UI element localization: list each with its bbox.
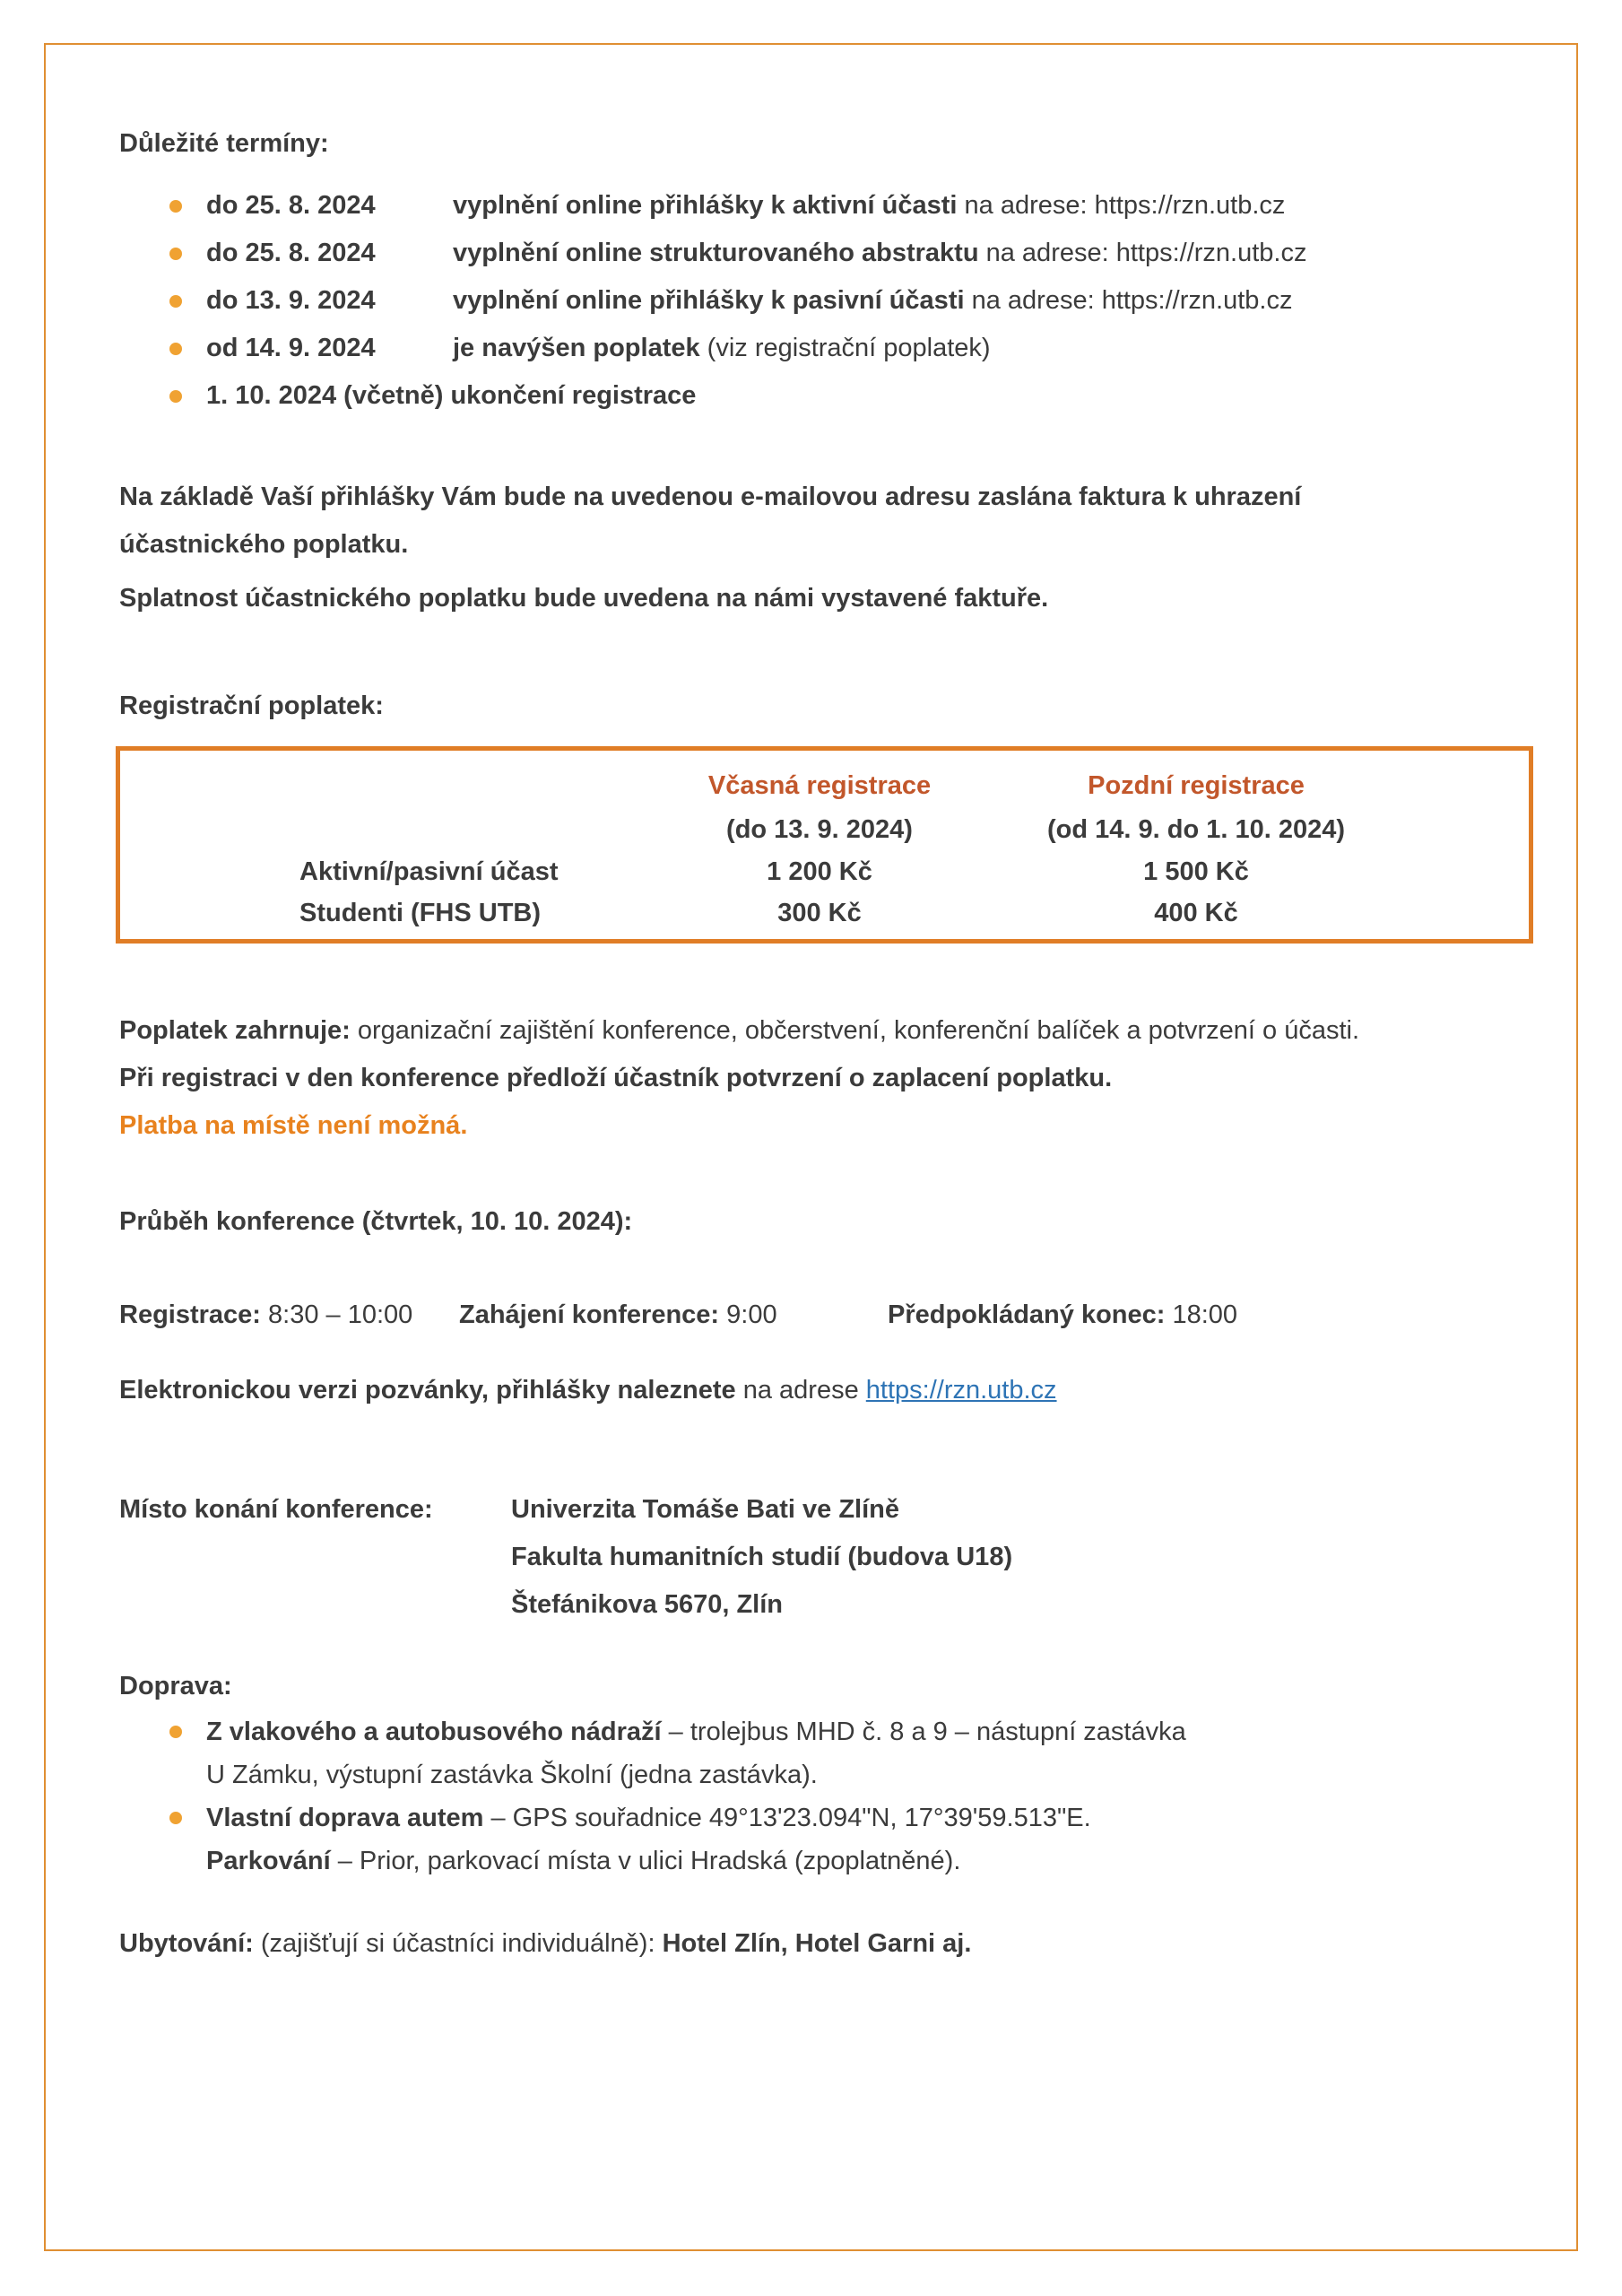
bullet-icon xyxy=(169,1812,182,1824)
transport-item-bold: Vlastní doprava autem xyxy=(206,1804,484,1832)
registration-value: 8:30 – 10:00 xyxy=(260,1300,413,1329)
spacer-cell xyxy=(1393,851,1529,892)
fee-early-price: 1 200 Kč xyxy=(767,857,872,886)
schedule-times xyxy=(119,1292,1533,1339)
transport-heading: Doprava: xyxy=(119,1672,232,1700)
list-item xyxy=(119,182,1533,230)
due-paragraph: Splatnost účastnického poplatku bude uvedena na námi vystavené faktuře. xyxy=(119,584,1049,613)
venue-label: Místo konání konference: xyxy=(119,1495,433,1524)
schedule-heading: Průběh konference (čtvrtek, 10. 10. 2024): xyxy=(119,1207,633,1236)
electronic-version-paragraph xyxy=(119,1367,1533,1414)
bullet-icon xyxy=(169,248,182,260)
venue-section xyxy=(119,1486,1533,1629)
fee-early-price: 300 Kč xyxy=(777,899,862,927)
bullet-icon xyxy=(169,1726,182,1738)
end-time xyxy=(888,1300,1237,1329)
deadlines-list xyxy=(119,182,1533,420)
transport-item-line xyxy=(206,1796,1533,1839)
fee-row-label: Aktivní/pasivní účast xyxy=(299,857,559,886)
transport-item-text: – trolejbus MHD č. 8 a 9 – nástupní zastávka xyxy=(661,1718,1186,1746)
bullet-icon xyxy=(169,343,182,355)
venue-line-faculty: Fakulta humanitních studií (budova U18) xyxy=(511,1543,1013,1571)
spacer-cell xyxy=(1393,808,1529,851)
fee-heading: Registrační poplatek: xyxy=(119,691,384,720)
list-item xyxy=(119,325,1533,372)
fee-includes-paragraph xyxy=(119,1007,1533,1055)
payment-warning: Platba na místě není možná. xyxy=(119,1111,468,1140)
registration-time xyxy=(119,1292,459,1339)
invoice-paragraph xyxy=(119,474,1533,569)
end-label: Předpokládaný konec: xyxy=(888,1300,1166,1329)
transport-list xyxy=(119,1710,1533,1883)
electronic-bold-text: Elektronickou verzi pozvánky, přihlášky naleznete xyxy=(119,1376,736,1405)
bullet-icon xyxy=(169,295,182,308)
fee-row-label: Studenti (FHS UTB) xyxy=(299,899,542,927)
list-item xyxy=(119,1796,1533,1883)
venue-line-university: Univerzita Tomáše Bati ve Zlíně xyxy=(511,1495,899,1524)
fee-col-late-subtitle: (od 14. 9. do 1. 10. 2024) xyxy=(1046,815,1346,844)
fee-late-price: 1 500 Kč xyxy=(1143,857,1249,886)
invoice-line: Na základě Vaší přihlášky Vám bude na uvedenou e-mailovou adresu zaslána faktura k uhrazení xyxy=(119,483,1302,511)
transport-item-line: U Zámku, výstupní zastávka Školní (jedna zastávka). xyxy=(206,1761,818,1789)
accommodation-hotels: Hotel Zlín, Hotel Garni aj. xyxy=(662,1929,972,1958)
deadline-date: od 14. 9. 2024 xyxy=(206,334,376,362)
fee-proof-note: Při registraci v den konference předloží účastník potvrzení o zaplacení poplatku. xyxy=(119,1064,1113,1092)
fee-col-late-title: Pozdní registrace xyxy=(1088,771,1305,800)
bullet-icon xyxy=(169,200,182,213)
spacer-cell xyxy=(1393,763,1529,808)
deadline-url-text: na adrese: https://rzn.utb.cz xyxy=(978,239,1307,267)
venue-address xyxy=(511,1486,1012,1629)
deadline-note: (viz registrační poplatek) xyxy=(699,334,991,362)
deadline-action: vyplnění online strukturovaného abstraktu xyxy=(453,239,979,267)
fee-table-corner xyxy=(120,763,640,808)
list-item xyxy=(119,372,1533,420)
parking-text: – Prior, parkovací místa v ulici Hradská (zpoplatněné). xyxy=(330,1847,961,1875)
deadline-url-text: na adrese: https://rzn.utb.cz xyxy=(957,191,1286,220)
deadline-date: do 25. 8. 2024 xyxy=(206,239,376,267)
list-item xyxy=(119,230,1533,277)
accommodation-note: (zajišťují si účastníci individuálně): xyxy=(253,1929,663,1958)
fee-includes-label: Poplatek zahrnuje: xyxy=(119,1016,351,1045)
deadline-date: do 25. 8. 2024 xyxy=(206,191,376,220)
opening-value: 9:00 xyxy=(719,1300,777,1329)
accommodation-label: Ubytování: xyxy=(119,1929,254,1958)
deadline-action: vyplnění online přihlášky k aktivní účasti xyxy=(453,191,958,220)
bullet-icon xyxy=(169,390,182,403)
transport-item-line xyxy=(206,1839,1533,1883)
document-content xyxy=(119,0,1533,1968)
end-value: 18:00 xyxy=(1165,1300,1238,1329)
fee-table xyxy=(116,746,1533,944)
venue-line-street: Štefánikova 5670, Zlín xyxy=(511,1590,784,1619)
transport-item-line xyxy=(206,1710,1533,1753)
fee-table-corner xyxy=(120,808,640,851)
deadline-url-text: na adrese: https://rzn.utb.cz xyxy=(964,286,1293,315)
deadline-date: do 13. 9. 2024 xyxy=(206,286,376,315)
accommodation-paragraph xyxy=(119,1920,1533,1968)
fee-includes-text: organizační zajištění konference, občerstvení, konferenční balíček a potvrzení o účasti. xyxy=(350,1016,1360,1045)
deadline-action: vyplnění online přihlášky k pasivní účasti xyxy=(453,286,965,315)
fee-late-price: 400 Kč xyxy=(1154,899,1238,927)
electronic-middle-text: na adrese xyxy=(735,1376,866,1405)
fee-col-early-title: Včasná registrace xyxy=(707,771,932,800)
registration-link[interactable]: https://rzn.utb.cz xyxy=(865,1376,1057,1405)
fee-col-early-subtitle: (do 13. 9. 2024) xyxy=(726,815,913,844)
transport-gps-text: – GPS souřadnice 49°13'23.094"N, 17°39'59.513"E. xyxy=(483,1804,1091,1832)
parking-label: Parkování xyxy=(206,1847,331,1875)
list-item xyxy=(119,277,1533,325)
spacer-cell xyxy=(1393,892,1529,934)
opening-label: Zahájení konference: xyxy=(459,1300,720,1329)
deadlines-heading: Důležité termíny: xyxy=(119,129,329,158)
transport-item-bold: Z vlakového a autobusového nádraží xyxy=(206,1718,662,1746)
registration-label: Registrace: xyxy=(119,1300,261,1329)
list-item xyxy=(119,1710,1533,1796)
deadline-action: je navýšen poplatek xyxy=(453,334,700,362)
invoice-line: účastnického poplatku. xyxy=(119,530,409,559)
opening-time xyxy=(459,1292,888,1339)
deadline-final: 1. 10. 2024 (včetně) ukončení registrace xyxy=(206,381,697,410)
